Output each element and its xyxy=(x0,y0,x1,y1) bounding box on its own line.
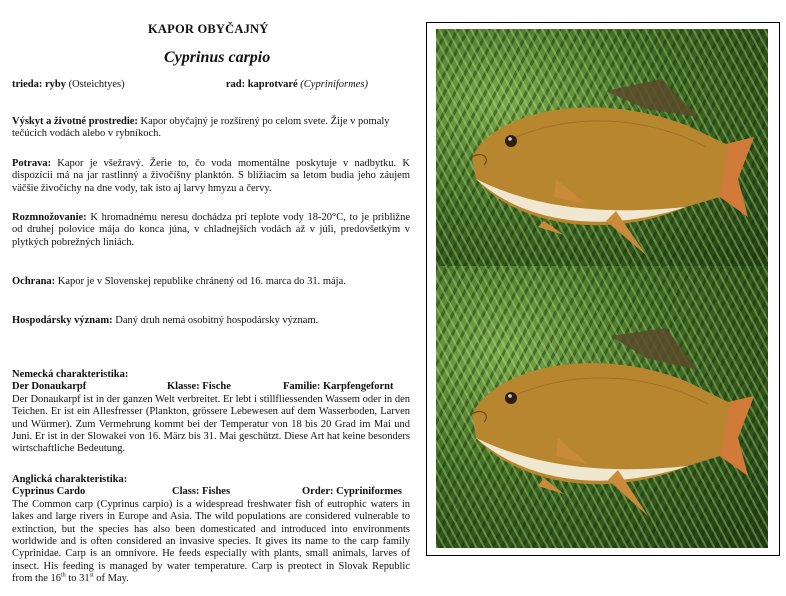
english-name: Cyprinus Cardo xyxy=(12,486,86,498)
english-order: Order: Cypriniformes xyxy=(302,486,403,498)
breeding-label: Rozmnožovanie: xyxy=(12,212,87,223)
economic-text: Daný druh nemá osobitný hospodársky význam. xyxy=(112,315,319,326)
taxonomy-line xyxy=(12,79,410,91)
german-klasse: Klasse: Fische xyxy=(167,381,231,393)
food-paragraph xyxy=(12,158,410,195)
page-title: KAPOR OBYČAJNÝ xyxy=(148,22,269,36)
english-text-end: of May. xyxy=(93,573,129,585)
order-label: rad: xyxy=(225,79,246,90)
class-latin: (Osteichtyes) xyxy=(68,79,125,90)
english-meta xyxy=(12,486,410,498)
habitat-text: Kapor obyčajný je rozšírený po celom svete. Žije v pomaly tečúcich vodách alebo v rybníkoch. xyxy=(12,116,390,140)
carp-photo-bottom xyxy=(436,266,768,548)
protection-text: Kapor je v Slovenskej republike chránený od 16. marca do 31. mája. xyxy=(55,276,346,287)
german-name: Der Donaukarpf xyxy=(12,381,87,393)
order-value: kaprotvaré xyxy=(247,79,298,90)
breeding-text: K hromadnému neresu dochádza pri teplote vody 18-20°C, to je približne od druhej polovice mája do konca júna, v chladnejších vodách až v júli, predovšetkým v plytkých pobrežných líniách. xyxy=(12,212,410,248)
food-text: Kapor je všežravý. Žerie to, čo voda momentálne poskytuje v nadbytku. K dispozícii má na jar rastlinný a živočíšny planktón. S blížiacim sa letom budia jeho záujem väčšie živočíchy na dne vody, tak isto aj larvy hmyzu a červy. xyxy=(12,158,410,194)
carp-illustration xyxy=(436,29,768,279)
german-familie: Familie: Karpfengefornt xyxy=(283,381,394,393)
habitat-paragraph xyxy=(12,116,410,141)
habitat-label: Výskyt a životné prostredie: xyxy=(12,116,138,127)
class-value: ryby xyxy=(44,79,66,90)
german-section xyxy=(12,369,410,456)
english-text-mid: to 31 xyxy=(65,573,90,585)
economic-paragraph xyxy=(12,315,410,327)
sup-th: th xyxy=(61,572,66,579)
latin-name: Cyprinus carpio xyxy=(164,49,271,66)
carp-photo-top xyxy=(436,29,768,279)
english-heading: Anglická charakteristika: xyxy=(12,474,128,485)
english-text xyxy=(12,499,410,586)
sup-st: st xyxy=(89,572,94,579)
carp-illustration-2 xyxy=(436,266,768,548)
food-label: Potrava: xyxy=(12,158,52,169)
german-meta xyxy=(12,381,410,393)
english-section xyxy=(12,474,410,586)
economic-label: Hospodársky význam: xyxy=(12,315,113,326)
protection-label: Ochrana: xyxy=(12,276,56,287)
english-class: Class: Fishes xyxy=(172,486,231,498)
english-text-main: The Common carp (Cyprinus carpio) is a widespread freshwater fish of eutrophic waters in lakes and large rivers in Europe and Asia. The wild populations are considered vulnerable to extinction, but the species has also been domesticated and introduced into environments worldwide and is often considered an invasive species. It gives its name to the carp family Cyprinidae. Carp is an omnivore. He feeds especially with plants, small animals, larves of insect. His feeding is managed by water temperature. Carp is preotect in Slovak Republic from the 16 xyxy=(12,498,410,585)
german-text: Der Donaukarpf ist in der ganzen Welt verbreitet. Er lebt i stillfliessenden Wassem oder in den Teichen. Er ist ein Allesfresser (Plankton, grössere Lebewesen auf dem Wasserboden, Larven und Würmer). Zum Vermehrung kommt bei der Temperatur von 18 bis 20 Grad im Mai und Juni. Er ist in der Slowakei von 16. März bis 31. Mai geschützt. Diese Art hat keine besonders wirtschaftliche Bedeutung. xyxy=(12,393,410,455)
order-latin: (Cypriniformes) xyxy=(300,79,368,90)
german-heading: Nemecká charakteristika: xyxy=(12,369,129,380)
protection-paragraph xyxy=(12,276,410,288)
class-label: trieda: xyxy=(12,79,43,90)
breeding-paragraph xyxy=(12,212,410,249)
